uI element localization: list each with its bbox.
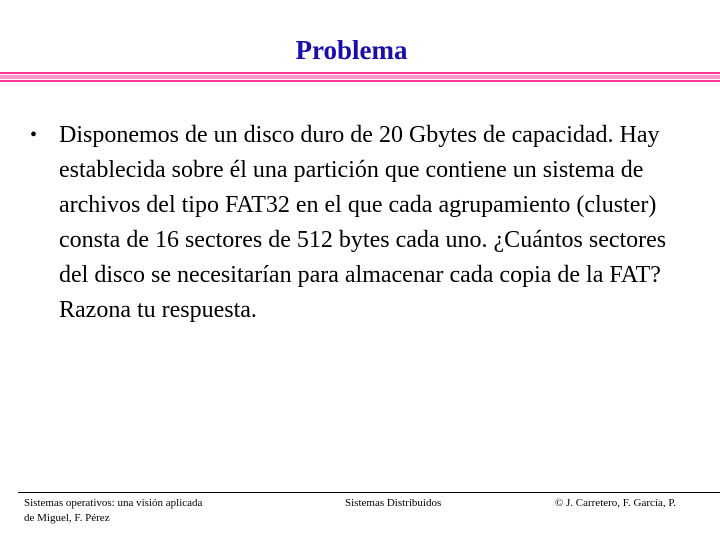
title-rule-band-middle [0, 75, 720, 79]
title-rule-band-bottom [0, 80, 720, 82]
title-rule-band-top [0, 72, 720, 74]
footer-left [24, 496, 202, 526]
footer-right: © J. Carretero, F. García, P. [554, 497, 676, 509]
slide-content [30, 118, 680, 328]
bullet-text: Disponemos de un disco duro de 20 Gbytes de capacidad. Hay establecida sobre él una partición que contiene un sistema de archivos del tipo FAT32 en el que cada agrupamiento (cluster) consta de 16 sectores de 512 bytes cada uno. ¿Cuántos sectores del disco se necesitarían para almacenar cada copia de la FAT? Razona tu respuesta. [59, 122, 667, 323]
slide-title: Problema [295, 35, 408, 65]
footer-book-authors: de Miguel, F. Pérez [24, 512, 110, 524]
title-rule [0, 72, 720, 82]
footer-rule [18, 492, 720, 493]
footer-book-title: Sistemas operativos: una visión aplicada [24, 497, 203, 509]
bullet-icon: • [30, 124, 38, 146]
bullet-item [30, 118, 680, 328]
footer-center: Sistemas Distribuidos [345, 497, 442, 509]
